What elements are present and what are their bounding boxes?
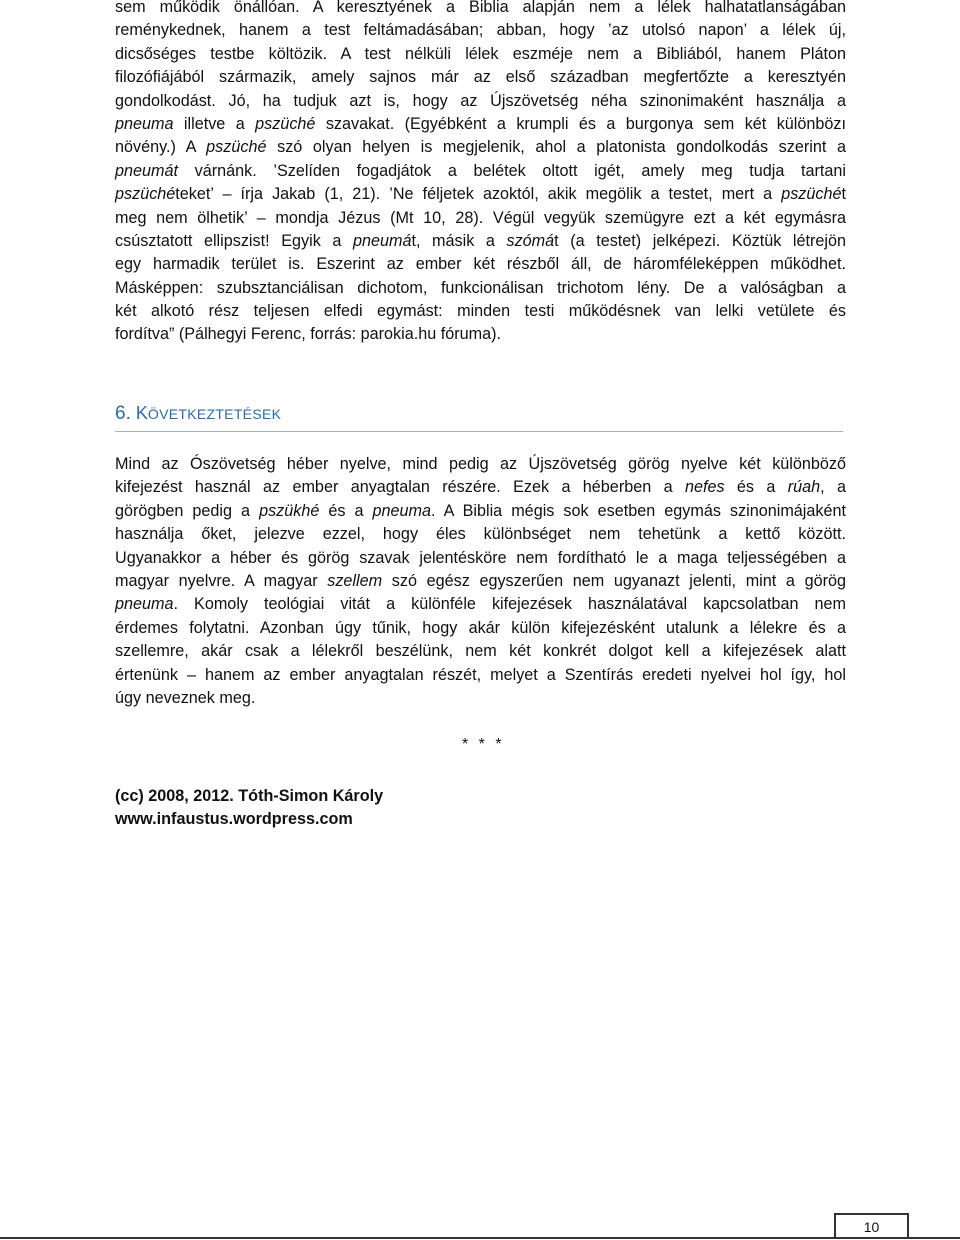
text-line <box>115 136 846 159</box>
text-run: Ugyanakkor a héber és görög szavak jelentésköre nem fordítható le a maga teljességében a <box>115 548 846 567</box>
text-line <box>115 113 846 136</box>
text-line <box>115 230 846 253</box>
italic-term: pszükhé <box>259 501 320 520</box>
text-run: csúsztatott ellipszist! Egyik a <box>115 231 353 250</box>
text-run: egy harmadik terület is. Eszerint az ember két részből áll, de háromféleképpen működhet. <box>115 255 846 274</box>
text-run: értenünk – hanem az ember anyagtalan részét, melyet a Szentírás eredeti nyelvei hol így, hol <box>115 665 846 684</box>
text-run: dicsőséges testbe költözik. A test nélküli lélek eszméje nem a Bibliából, hanem Pláton <box>115 44 846 63</box>
text-line <box>115 453 846 476</box>
text-run: Másképpen: szubsztanciálisan dichotom, funkcionálisan trichotom lény. De a valóságban a <box>115 278 846 297</box>
text-run: és a <box>319 501 373 520</box>
text-run: érdemes folytatni. Azonban úgy tűnik, hogy akár külön kifejezésként utalunk a lélekre és a <box>115 618 846 637</box>
text-run: t <box>841 185 846 204</box>
website-link[interactable]: www.infaustus.wordpress.com <box>115 810 353 828</box>
italic-term: szellem <box>327 571 383 590</box>
italic-term: pszüché <box>115 185 176 204</box>
italic-term: szómá <box>506 231 555 250</box>
text-line <box>115 323 846 346</box>
text-run: fordítva” (Pálhegyi Ferenc, forrás: parokia.hu fóruma). <box>115 325 501 344</box>
text-line <box>115 547 846 570</box>
italic-term: pneuma <box>372 501 432 520</box>
text-run: növény.) A <box>115 138 207 157</box>
text-run: gondolkodást. Jó, ha tudjuk azt is, hogy az Újszövetség néha szinonimaként használja a <box>115 91 846 110</box>
text-line <box>115 19 846 42</box>
text-run: . Komoly teológiai vitát a különféle kifejezések használatával kapcsolatban nem <box>173 595 846 614</box>
text-run: kifejezést használ az ember anyagtalan részére. Ezek a héberben a <box>115 478 685 497</box>
italic-term: pszüché <box>255 114 316 133</box>
text-run: szó egész egyszerűen nem ugyanazt jelenti, mint a görög <box>382 571 846 590</box>
text-line <box>115 277 846 300</box>
text-line <box>115 253 846 276</box>
text-line <box>115 640 846 663</box>
text-run: , a <box>820 478 847 497</box>
text-run: t (a testet) jelképezi. Köztük létrejön <box>554 231 846 250</box>
italic-term: rúah <box>787 478 821 497</box>
text-run: szellemre, akár csak a lélekről beszélünk, nem két konkrét dolgot kell a kifejezések alatt <box>115 642 846 661</box>
text-run: magyar nyelvre. A magyar <box>115 571 328 590</box>
section-title-rest: ÖVETKEZTETÉSEK <box>147 406 282 422</box>
section-heading <box>115 402 843 432</box>
text-run: két alkotó rész teljesen elfedi egymást: minden testi működésnek van lelki vetülete és <box>115 302 846 321</box>
text-run: . A Biblia mégis sok esetben egymás szinonimájaként <box>431 501 847 520</box>
text-run: teket’ – írja Jakab (1, 21). ’Ne féljetek azoktól, akik megölik a testet, mert a <box>175 185 782 204</box>
page-number: 10 <box>863 1219 880 1235</box>
paragraph-top <box>115 0 846 347</box>
italic-term: pneumá <box>352 231 412 250</box>
text-line <box>115 43 846 66</box>
text-line <box>115 183 846 206</box>
signature-block <box>115 785 383 831</box>
italic-term: pneumát <box>115 161 178 180</box>
italic-term: pszüché <box>206 138 267 157</box>
text-line <box>115 207 846 230</box>
paragraph-conclusion <box>115 453 846 710</box>
text-line <box>115 66 846 89</box>
text-line <box>115 570 846 593</box>
text-run: úgy neveznek meg. <box>115 688 256 707</box>
italic-term: pneuma <box>115 595 174 614</box>
text-run: sem működik önállóan. A keresztyének a Biblia alapján nem a lélek halhatatlanságában <box>115 0 846 16</box>
section-number: 6. <box>115 403 131 424</box>
text-line <box>115 0 846 19</box>
italic-term: pszüché <box>781 185 842 204</box>
text-line <box>115 476 846 499</box>
text-run: reménykednek, hanem a test feltámadásában; abban, hogy ’az utolsó napon’ a lélek új, <box>115 21 846 40</box>
text-line <box>115 300 846 323</box>
text-run: Mind az Ószövetség héber nyelve, mind pedig az Újszövetség görög nyelve két különböző <box>115 455 846 473</box>
text-run: t, másik a <box>411 231 507 250</box>
section-separator: * * * <box>462 736 505 753</box>
text-run: filozófiájából származik, amely sajnos már az első században megfertőzte a keresztyén <box>115 68 846 87</box>
text-line <box>115 593 846 616</box>
text-line <box>115 664 846 687</box>
italic-term: nefes <box>684 478 725 497</box>
text-run: és a <box>724 478 788 497</box>
text-run: görögben pedig a <box>115 501 260 520</box>
footer-rule <box>0 1237 960 1239</box>
copyright-line: (cc) 2008, 2012. Tóth-Simon Károly <box>115 787 384 805</box>
text-run: illetve a <box>173 114 256 133</box>
text-line <box>115 523 846 546</box>
text-line <box>115 160 846 183</box>
text-run: várnánk. ’Szelíden fogadjátok a belétek oltott igét, amely meg tudja tartani <box>178 161 846 180</box>
section-title <box>136 403 281 423</box>
text-line <box>115 90 846 113</box>
italic-term: pneuma <box>115 114 174 133</box>
page-number-box <box>834 1213 909 1237</box>
text-run: szó olyan helyen is megjelenik, ahol a platonista gondolkodás szerint a <box>266 138 846 157</box>
text-run: szavakat. (Egyébként a krumpli és a burgonya sem két különbözı <box>315 114 846 133</box>
text-line <box>115 617 846 640</box>
text-run: meg nem ölhetik’ – mondja Jézus (Mt 10, 28). Végül vegyük szemügyre ezt a két egymásra <box>115 208 846 227</box>
text-line <box>115 687 846 710</box>
text-run: használja őket, jelezve ezzel, hogy éles különbséget nem tehetünk a kettő között. <box>115 525 846 544</box>
section-title-initial: K <box>135 403 148 423</box>
text-line <box>115 500 846 523</box>
